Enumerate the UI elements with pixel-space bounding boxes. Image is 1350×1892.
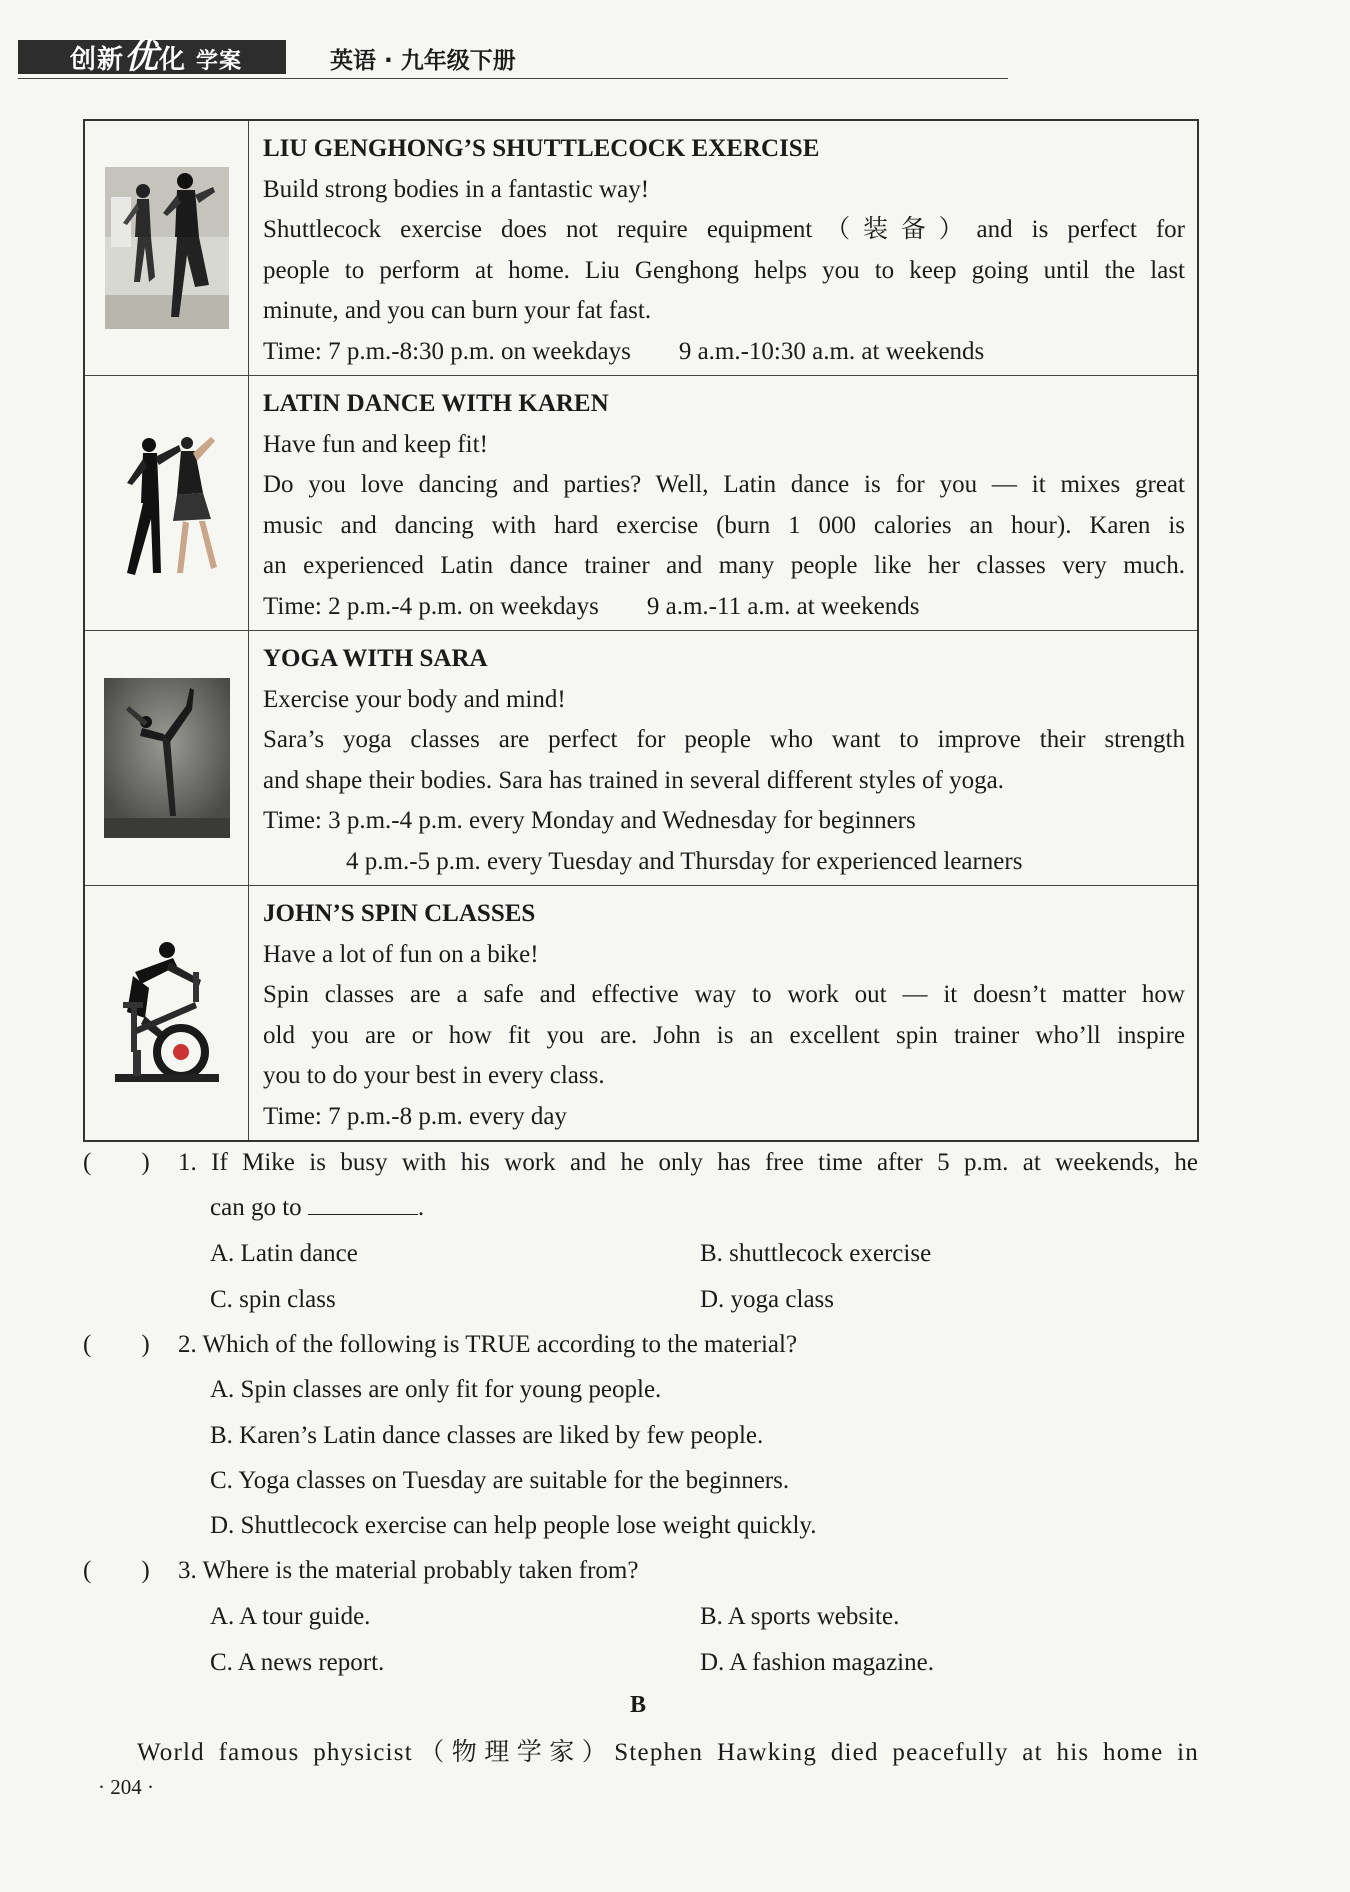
ad-time-second: 4 p.m.-5 p.m. every Tuesday and Thursday for experienced learners — [346, 847, 1023, 875]
option-a[interactable]: A. Spin classes are only fit for young people. — [210, 1376, 662, 1403]
ad-time: Time: 3 p.m.-4 p.m. every Monday and Wednesday for beginners — [263, 807, 916, 834]
ad-body-line: you to do your best in every class. — [263, 1062, 605, 1089]
photo-cell — [85, 121, 249, 375]
question-stem: 3. Where is the material probably taken from? — [178, 1557, 639, 1584]
ad-body-line: people to perform at home. Liu Genghong helps you to keep going until the last — [263, 256, 1185, 284]
question-stem: 2. Which of the following is TRUE according to the material? — [178, 1331, 798, 1358]
ad-body-line: Spin classes are a safe and effective way to work out — it doesn’t matter how — [263, 981, 1185, 1008]
option-d[interactable]: D. yoga class — [700, 1286, 834, 1313]
question-stem: 1. If Mike is busy with his work and he only has free time after 5 p.m. at weekends, he — [178, 1149, 1198, 1176]
ad-text — [249, 121, 1197, 375]
ad-time: Time: 2 p.m.-4 p.m. on weekdays 9 a.m.-11 a.m. at weekends — [263, 592, 920, 620]
ad-body-line: an experienced Latin dance trainer and many people like her classes very much. — [263, 552, 1185, 579]
header-divider — [18, 78, 1008, 79]
option-b[interactable]: B. shuttlecock exercise — [700, 1240, 932, 1267]
subject-title: 英语 · 九年级下册 — [330, 48, 516, 74]
answer-blank[interactable]: ( ) — [83, 1149, 150, 1176]
ad-latin-dance — [85, 376, 1197, 631]
yoga-photo — [104, 678, 230, 838]
ad-body-line: Sara’s yoga classes are perfect for people who want to improve their strength — [263, 726, 1185, 753]
passage-first-line: World famous physicist（物理学家）Stephen Hawking died peacefully at his home in — [137, 1739, 1199, 1766]
ad-slogan: Build strong bodies in a fantastic way! — [263, 175, 650, 203]
page-header — [18, 37, 1008, 80]
photo-cell — [85, 631, 249, 885]
ad-body-line: Shuttlecock exercise does not require equipment（装备）and is perfect for — [263, 216, 1185, 243]
ad-body-line: old you are or how fit you are. John is an excellent spin trainer who’ll inspire — [263, 1021, 1185, 1049]
option-a[interactable]: A. Latin dance — [210, 1240, 358, 1267]
photo-cell — [85, 886, 249, 1140]
ad-text — [249, 376, 1197, 630]
ad-title: JOHN’S SPIN CLASSES — [263, 900, 536, 927]
answer-blank[interactable]: ( ) — [83, 1331, 150, 1358]
ad-yoga — [85, 631, 1197, 886]
brand-logo: 创新优化 学案 — [18, 40, 286, 74]
ad-time: Time: 7 p.m.-8:30 p.m. on weekdays 9 a.m.-10:30 a.m. at weekends — [263, 337, 985, 365]
photo-cell — [85, 376, 249, 630]
ad-title: YOGA WITH SARA — [263, 645, 488, 672]
fill-blank[interactable] — [308, 1188, 418, 1215]
ad-time: Time: 7 p.m.-8 p.m. every day — [263, 1102, 567, 1130]
ad-body-line: Do you love dancing and parties? Well, Latin dance is for you — it mixes great — [263, 471, 1185, 498]
option-c[interactable]: C. A news report. — [210, 1649, 385, 1676]
ad-body-line: minute, and you can burn your fat fast. — [263, 297, 652, 324]
ad-slogan: Have fun and keep fit! — [263, 430, 488, 458]
ad-text — [249, 631, 1197, 885]
option-d[interactable]: D. A fashion magazine. — [700, 1649, 934, 1676]
shuttlecock-exercise-photo — [105, 167, 229, 329]
spin-bike-photo — [105, 932, 229, 1094]
option-c[interactable]: C. spin class — [210, 1286, 336, 1313]
ads-table — [83, 119, 1199, 1142]
page-number: · 204 · — [98, 1775, 154, 1799]
ad-body-line: music and dancing with hard exercise (burn 1 000 calories an hour). Karen is — [263, 511, 1185, 539]
option-b[interactable]: B. A sports website. — [700, 1603, 900, 1630]
option-b[interactable]: B. Karen’s Latin dance classes are liked by few people. — [210, 1422, 764, 1449]
latin-dance-photo — [107, 423, 227, 583]
ad-slogan: Exercise your body and mind! — [263, 685, 566, 713]
ad-title: LATIN DANCE WITH KAREN — [263, 390, 609, 417]
option-d[interactable]: D. Shuttlecock exercise can help people lose weight quickly. — [210, 1512, 817, 1539]
question-1-cont: can go to . — [210, 1185, 610, 1230]
answer-blank[interactable]: ( ) — [83, 1557, 150, 1584]
ad-shuttlecock — [85, 121, 1197, 376]
option-c[interactable]: C. Yoga classes on Tuesday are suitable for the beginners. — [210, 1467, 790, 1494]
ad-text — [249, 886, 1197, 1140]
option-a[interactable]: A. A tour guide. — [210, 1603, 371, 1630]
ad-title: LIU GENGHONG’S SHUTTLECOCK EXERCISE — [263, 135, 820, 162]
ad-body-line: and shape their bodies. Sara has trained in several different styles of yoga. — [263, 766, 1004, 794]
ad-slogan: Have a lot of fun on a bike! — [263, 940, 539, 968]
section-b-heading: B — [630, 1692, 647, 1718]
ad-spin — [85, 886, 1197, 1140]
